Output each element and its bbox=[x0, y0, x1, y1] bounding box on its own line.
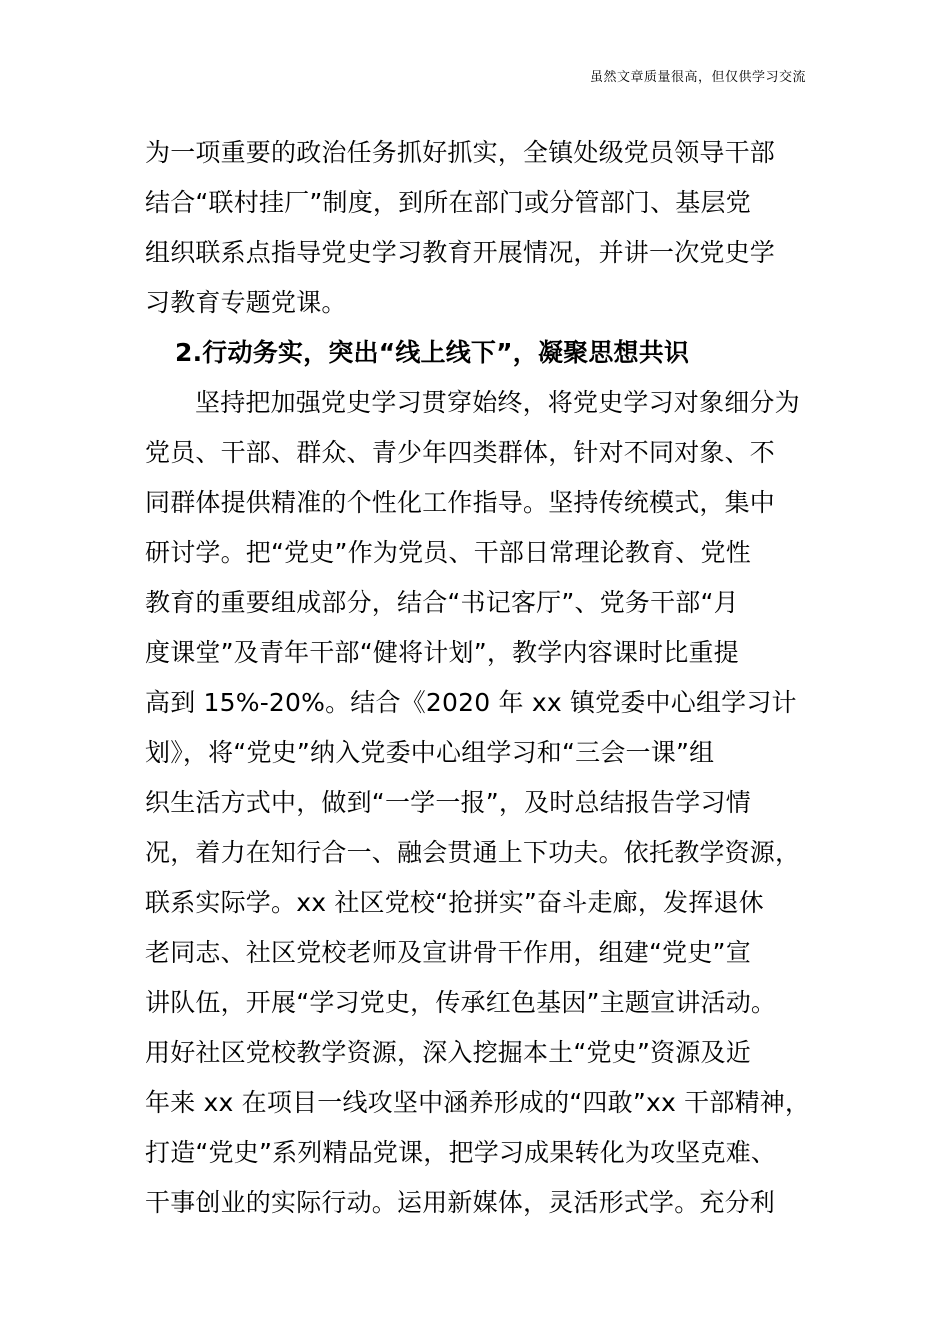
paragraph-line: 干事创业的实际行动。运用新媒体，灵活形式学。充分利 bbox=[145, 1188, 776, 1217]
paragraph-line: 高到 15%-20%。结合《2020 年 xx 镇党委中心组学习计 bbox=[145, 688, 797, 717]
paragraph-line: 教育的重要组成部分，结合“书记客厅”、党务干部“月 bbox=[145, 588, 739, 617]
section-heading: 2.行动务实，突出“线上线下”，凝聚思想共识 bbox=[175, 338, 690, 367]
paragraph-line: 同群体提供精准的个性化工作指导。坚持传统模式，集中 bbox=[145, 488, 776, 517]
paragraph-line: 打造“党史”系列精品党课，把学习成果转化为攻坚克难、 bbox=[145, 1138, 777, 1167]
paragraph-line: 研讨学。把“党史”作为党员、干部日常理论教育、党性 bbox=[145, 538, 751, 567]
paragraph-line: 为一项重要的政治任务抓好抓实，全镇处级党员领导干部 bbox=[145, 138, 776, 167]
paragraph-line: 党员、干部、群众、青少年四类群体，针对不同对象、不 bbox=[145, 438, 776, 467]
document-body bbox=[145, 128, 825, 1228]
paragraph-line: 度课堂”及青年干部“健将计划”，教学内容课时比重提 bbox=[145, 638, 739, 667]
paragraph-line: 划》，将“党史”纳入党委中心组学习和“三会一课”组 bbox=[145, 738, 715, 767]
paragraph-line: 讲队伍，开展“学习党史，传承红色基因”主题宣讲活动。 bbox=[145, 988, 777, 1017]
paragraph-line: 习教育专题党课。 bbox=[145, 288, 347, 317]
paragraph-line: 坚持把加强党史学习贯穿始终，将党史学习对象细分为 bbox=[195, 388, 800, 417]
paragraph-line: 用好社区党校教学资源，深入挖掘本土“党史”资源及近 bbox=[145, 1038, 751, 1067]
header-disclaimer: 虽然文章质量很高，但仅供学习交流 bbox=[589, 70, 806, 85]
paragraph-line: 老同志、社区党校老师及宣讲骨干作用，组建“党史”宣 bbox=[145, 938, 751, 967]
paragraph-line: 联系实际学。xx 社区党校“抢拼实”奋斗走廊，发挥退休 bbox=[145, 888, 764, 917]
paragraph-line: 织生活方式中，做到“一学一报”，及时总结报告学习情 bbox=[145, 788, 751, 817]
paragraph-line: 年来 xx 在项目一线攻坚中涵养形成的“四敢”xx 干部精神， bbox=[145, 1088, 811, 1117]
paragraph-line: 结合“联村挂厂”制度，到所在部门或分管部门、基层党 bbox=[145, 188, 751, 217]
paragraph-line: 组织联系点指导党史学习教育开展情况，并讲一次党史学 bbox=[145, 238, 776, 267]
paragraph-line: 况，着力在知行合一、融会贯通上下功夫。依托教学资源， bbox=[145, 838, 801, 867]
